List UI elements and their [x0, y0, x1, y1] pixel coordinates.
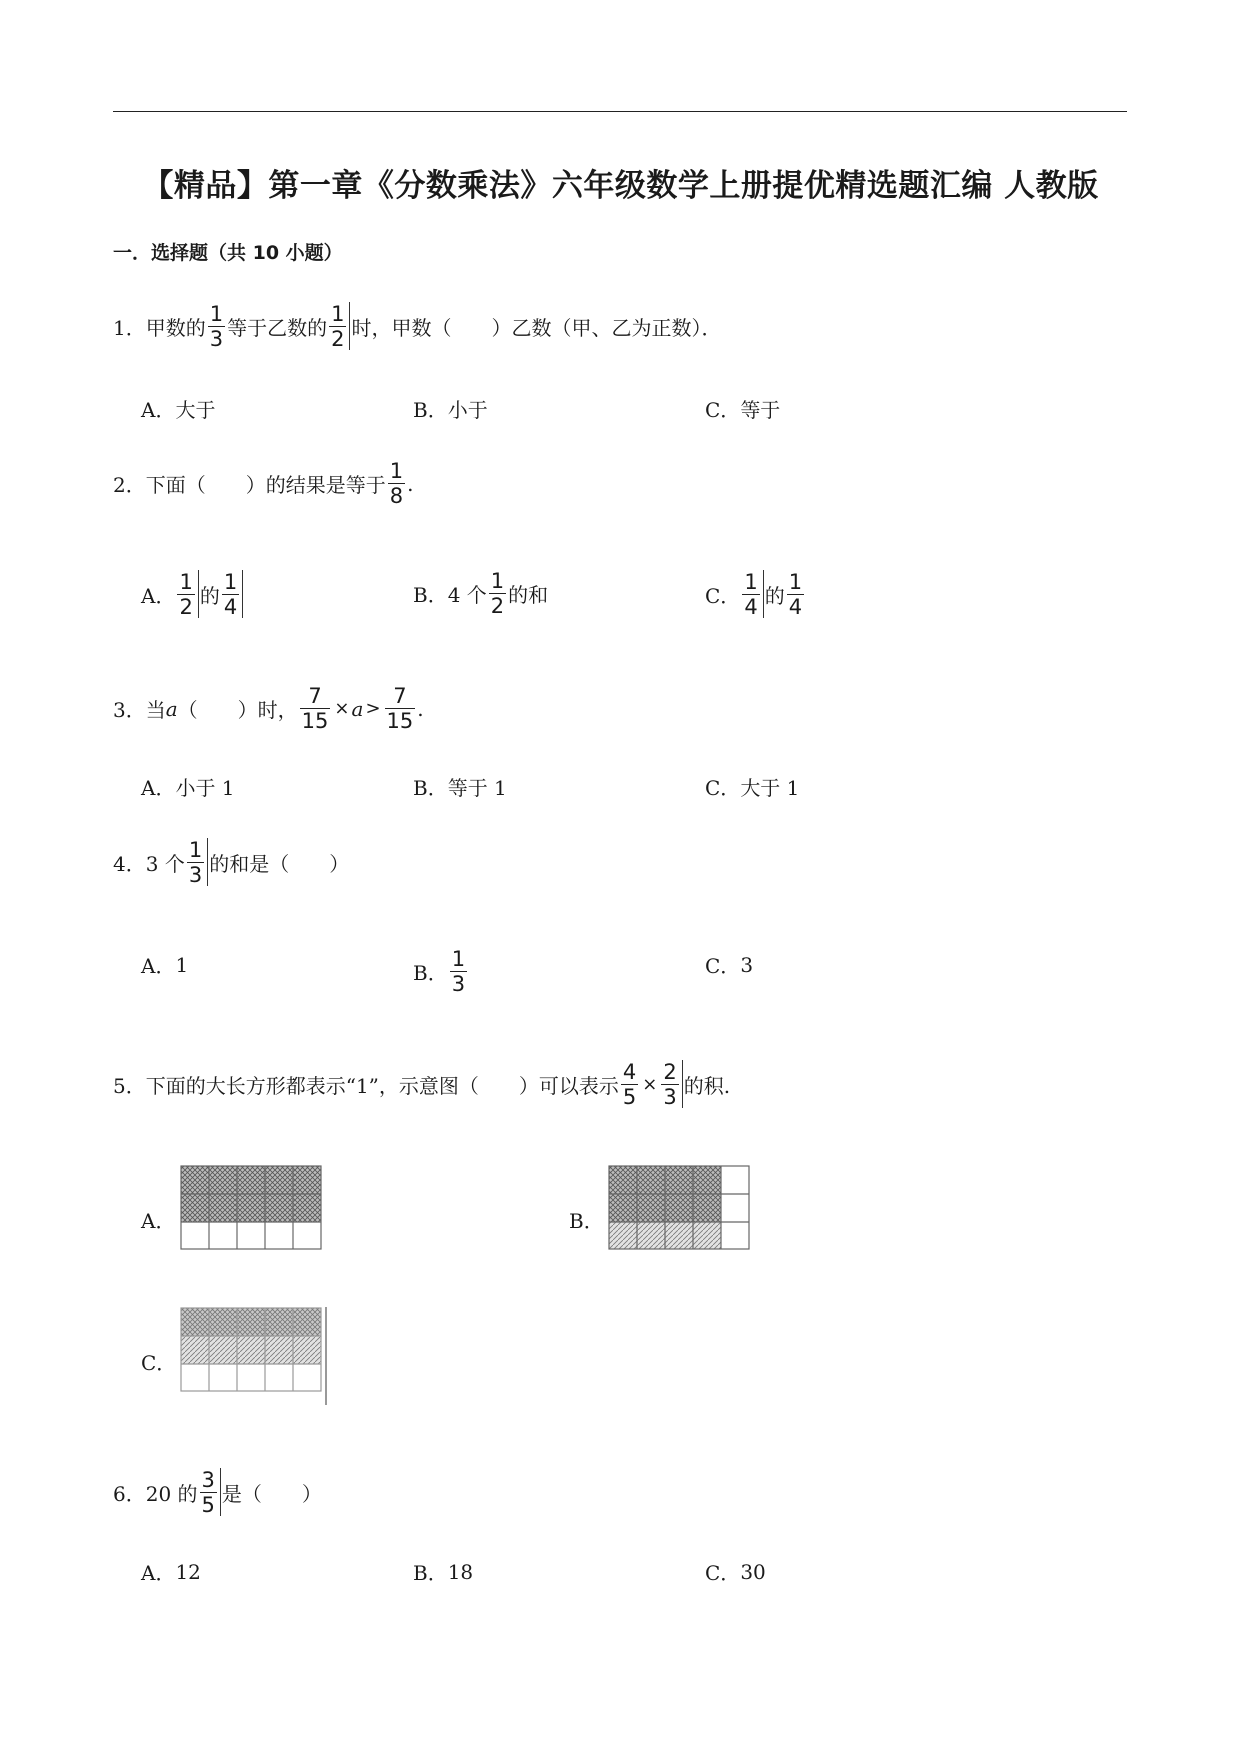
question-5: 5． 下面的大长方形都表示“1”，示意图（ ）可以表示 $\frac{4}{5}$ × $\frac{2}{3}$ 的积.	[113, 1059, 731, 1109]
question-number: 5．	[113, 1073, 146, 1098]
option-c[interactable]: C． 等于	[705, 398, 781, 422]
option-b[interactable]: B． 小于	[413, 398, 488, 422]
question-text: 时，甲数（ ）乙数（甲、乙为正数）．	[351, 315, 722, 340]
option-c[interactable]: C． 大于 1	[705, 776, 800, 800]
divider	[242, 570, 243, 618]
divider	[682, 1060, 683, 1108]
option-c[interactable]: C． $\frac{1}{4}$ 的 $\frac{1}{4}$	[705, 569, 803, 619]
question-number: 6．	[113, 1481, 146, 1506]
question-number: 2．	[113, 473, 146, 497]
fraction: $\frac{4}{5}$	[622, 1059, 637, 1109]
option-b[interactable]: B． 18	[413, 1559, 474, 1585]
section-heading: 一．选择题（共 10 小题）	[113, 242, 343, 264]
fraction: $\frac{1}{8}$	[389, 459, 404, 508]
option-a[interactable]: A． 大于	[141, 398, 216, 422]
fraction: $\frac{2}{3}$	[663, 1059, 677, 1109]
question-text: 等于乙数的	[227, 315, 328, 340]
option-c-label[interactable]: C．	[141, 1351, 177, 1375]
question-6: 6． 20 的 $\frac{3}{5}$ 是（ ）	[113, 1467, 322, 1517]
option-b[interactable]: B． $\frac{1}{3}$	[413, 947, 466, 996]
fraction: $\frac{1}{3}$	[209, 301, 224, 351]
question-text: 下面（ ）的结果是等于	[145, 473, 386, 497]
question-text: .	[407, 471, 414, 496]
fraction: $\frac{7}{15}$	[301, 684, 329, 733]
page-title: 【精品】第一章《分数乘法》六年级数学上册提优精选题汇编 人教版	[142, 168, 1099, 204]
option-c-diagram[interactable]	[180, 1307, 330, 1407]
option-c[interactable]: C． 3	[705, 952, 754, 978]
divider	[763, 570, 764, 618]
option-b-label[interactable]: B．	[569, 1209, 604, 1233]
option-a[interactable]: A． $\frac{1}{2}$ 的 $\frac{1}{4}$	[141, 570, 244, 618]
option-a-label[interactable]: A．	[141, 1209, 176, 1233]
divider	[220, 1468, 221, 1516]
question-number: 4．	[113, 851, 146, 876]
question-2	[113, 460, 413, 507]
option-a[interactable]: A． 小于 1	[141, 776, 235, 800]
header-rule	[113, 111, 1127, 112]
divider	[207, 838, 208, 886]
option-b[interactable]: B． 4 个 $\frac{1}{2}$ 的和	[413, 569, 549, 618]
divider	[198, 570, 199, 618]
option-c[interactable]: C． 30	[705, 1559, 766, 1585]
question-4: 4． 3 个 $\frac{1}{3}$ 的和是（ ）	[113, 837, 350, 887]
option-a[interactable]: A． 12	[141, 1559, 201, 1585]
fraction: $\frac{3}{5}$	[201, 1467, 215, 1517]
question-number: 1．	[113, 315, 146, 340]
fraction: $\frac{1}{2}$	[331, 301, 345, 351]
option-b[interactable]: B． 等于 1	[413, 776, 507, 800]
question-3: 3． 当 a （ ）时， $\frac{7}{15}$ × a > $\frac{7}{15}$ .	[113, 684, 424, 733]
fraction: $\frac{1}{3}$	[188, 837, 203, 887]
option-a[interactable]: A． 1	[141, 952, 189, 978]
option-b-diagram[interactable]	[608, 1165, 751, 1251]
question-1	[113, 302, 721, 350]
question-number: 3．	[113, 698, 146, 722]
question-text: 甲数的	[145, 315, 206, 340]
fraction: $\frac{7}{15}$	[386, 684, 414, 733]
option-a-diagram[interactable]	[180, 1165, 323, 1251]
divider	[349, 302, 350, 350]
